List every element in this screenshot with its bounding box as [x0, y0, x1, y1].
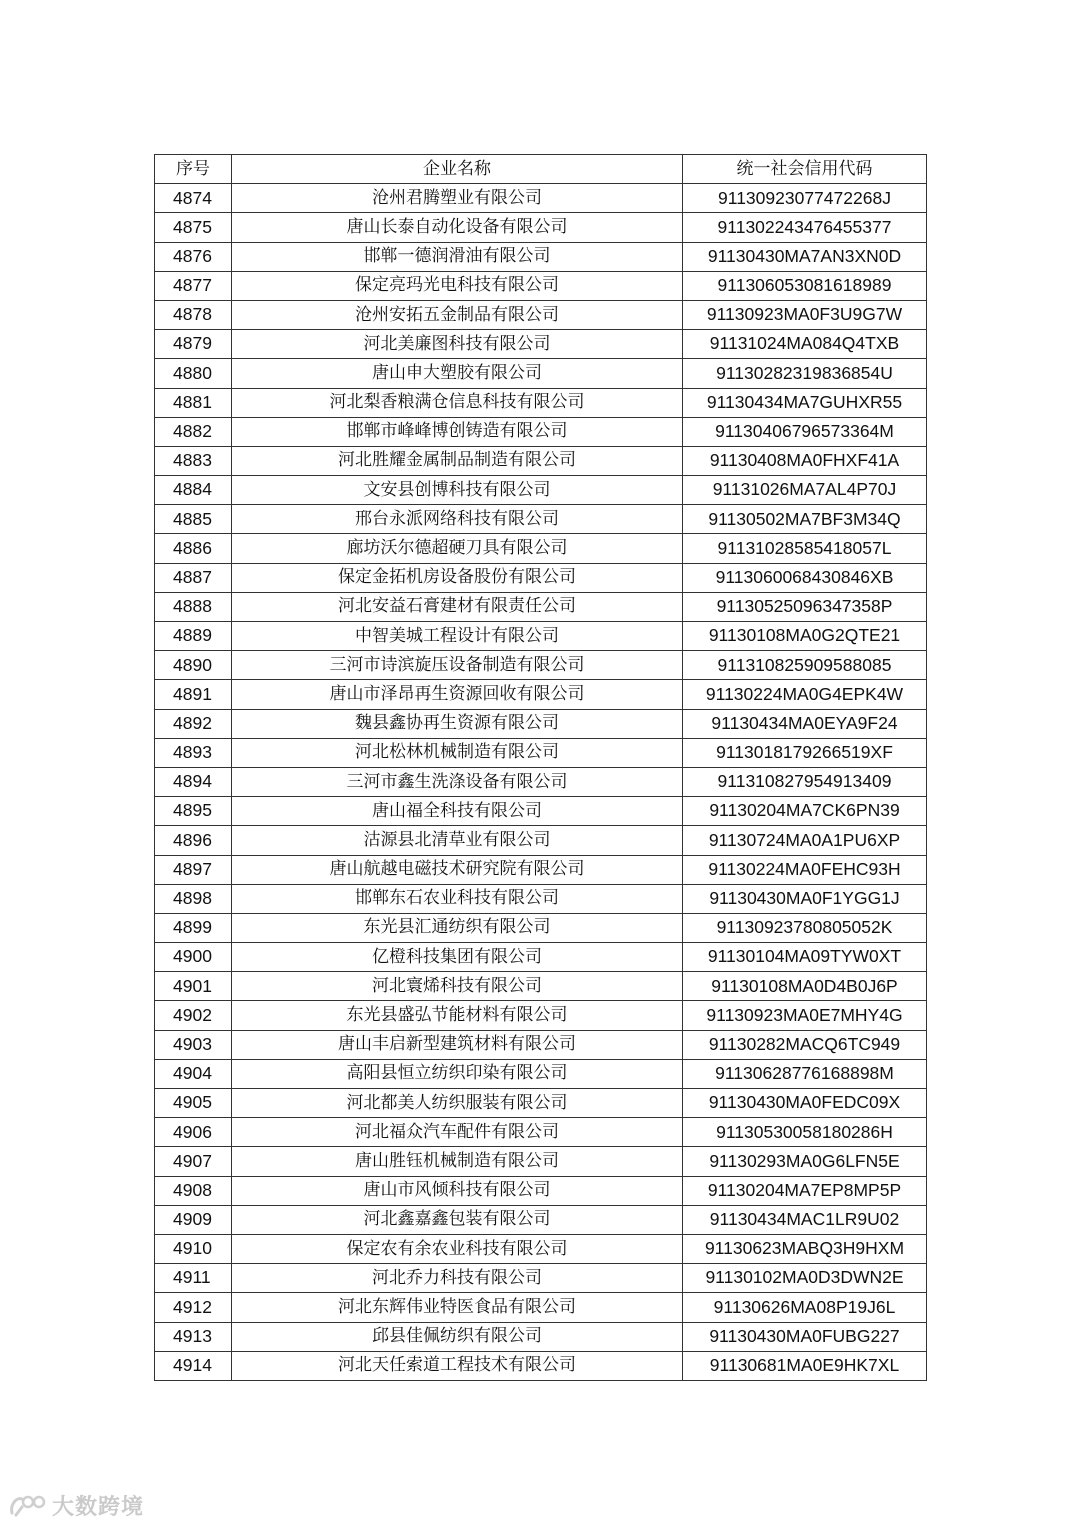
- row-company-name: 河北福众汽车配件有限公司: [232, 1118, 683, 1147]
- row-company-name: 河北乔力科技有限公司: [232, 1264, 683, 1293]
- brand-logo-icon: [8, 1491, 48, 1521]
- row-company-name: 唐山福全科技有限公司: [232, 797, 683, 826]
- table-row: [155, 1322, 927, 1351]
- row-seq: 4875: [155, 213, 232, 242]
- table-row: [155, 242, 927, 271]
- row-company-name: 唐山航越电磁技术研究院有限公司: [232, 855, 683, 884]
- row-credit-code: 91130628776168898M: [683, 1059, 927, 1088]
- watermark: [8, 1490, 144, 1521]
- row-credit-code: 91131026MA7AL4P70J: [683, 476, 927, 505]
- row-seq: 4905: [155, 1089, 232, 1118]
- row-seq: 4913: [155, 1322, 232, 1351]
- table-row: [155, 622, 927, 651]
- header-credit-code: 统一社会信用代码: [683, 155, 927, 184]
- row-company-name: 河北天任索道工程技术有限公司: [232, 1351, 683, 1380]
- row-seq: 4909: [155, 1205, 232, 1234]
- row-company-name: 邯郸市峰峰博创铸造有限公司: [232, 417, 683, 446]
- table-row: [155, 184, 927, 213]
- table-row: [155, 1205, 927, 1234]
- row-company-name: 东光县汇通纺织有限公司: [232, 913, 683, 942]
- row-company-name: 沧州安拓五金制品有限公司: [232, 300, 683, 329]
- table-row: [155, 300, 927, 329]
- row-company-name: 魏县鑫协再生资源有限公司: [232, 709, 683, 738]
- row-seq: 4899: [155, 913, 232, 942]
- row-credit-code: 91130923MA0F3U9G7W: [683, 300, 927, 329]
- row-credit-code: 91130434MA0EYA9F24: [683, 709, 927, 738]
- row-credit-code: 91130681MA0E9HK7XL: [683, 1351, 927, 1380]
- row-seq: 4893: [155, 738, 232, 767]
- row-seq: 4883: [155, 446, 232, 475]
- table-row: [155, 1118, 927, 1147]
- row-company-name: 唐山胜钰机械制造有限公司: [232, 1147, 683, 1176]
- row-seq: 4886: [155, 534, 232, 563]
- row-company-name: 河北美廉图科技有限公司: [232, 330, 683, 359]
- table-row: [155, 1089, 927, 1118]
- row-credit-code: 91130408MA0FHXF41A: [683, 446, 927, 475]
- row-seq: 4885: [155, 505, 232, 534]
- row-company-name: 河北梨香粮满仓信息科技有限公司: [232, 388, 683, 417]
- table-row: [155, 913, 927, 942]
- row-credit-code: 9113060068430846XB: [683, 563, 927, 592]
- row-seq: 4889: [155, 622, 232, 651]
- row-seq: 4900: [155, 943, 232, 972]
- row-seq: 4881: [155, 388, 232, 417]
- row-credit-code: 91130430MA0FEDC09X: [683, 1089, 927, 1118]
- row-seq: 4888: [155, 592, 232, 621]
- row-company-name: 唐山丰启新型建筑材料有限公司: [232, 1030, 683, 1059]
- table-row: [155, 563, 927, 592]
- row-company-name: 河北都美人纺织服装有限公司: [232, 1089, 683, 1118]
- row-credit-code: 91130626MA08P19J6L: [683, 1293, 927, 1322]
- row-credit-code: 911310827954913409: [683, 767, 927, 796]
- row-seq: 4876: [155, 242, 232, 271]
- table-row: [155, 1147, 927, 1176]
- row-credit-code: 91130623MABQ3H9HXM: [683, 1234, 927, 1263]
- row-seq: 4880: [155, 359, 232, 388]
- row-credit-code: 91130406796573364M: [683, 417, 927, 446]
- row-company-name: 廊坊沃尔德超硬刀具有限公司: [232, 534, 683, 563]
- row-company-name: 河北松林机械制造有限公司: [232, 738, 683, 767]
- table-row: [155, 534, 927, 563]
- row-company-name: 亿橙科技集团有限公司: [232, 943, 683, 972]
- table-body: [155, 184, 927, 1381]
- table-row: [155, 213, 927, 242]
- row-credit-code: 91130224MA0G4EPK4W: [683, 680, 927, 709]
- table-row: [155, 797, 927, 826]
- row-seq: 4908: [155, 1176, 232, 1205]
- table-row: [155, 505, 927, 534]
- row-company-name: 文安县创博科技有限公司: [232, 476, 683, 505]
- row-seq: 4898: [155, 884, 232, 913]
- table-row: [155, 1176, 927, 1205]
- row-credit-code: 9113018179266519XF: [683, 738, 927, 767]
- table-row: [155, 855, 927, 884]
- row-company-name: 邢台永派网络科技有限公司: [232, 505, 683, 534]
- row-credit-code: 91130224MA0FEHC93H: [683, 855, 927, 884]
- table-row: [155, 1234, 927, 1263]
- row-seq: 4897: [155, 855, 232, 884]
- row-company-name: 邯郸一德润滑油有限公司: [232, 242, 683, 271]
- row-seq: 4892: [155, 709, 232, 738]
- row-credit-code: 911310825909588085: [683, 651, 927, 680]
- row-seq: 4912: [155, 1293, 232, 1322]
- row-credit-code: 91130102MA0D3DWN2E: [683, 1264, 927, 1293]
- header-company-name: 企业名称: [232, 155, 683, 184]
- table-row: [155, 767, 927, 796]
- row-credit-code: 91130434MAC1LR9U02: [683, 1205, 927, 1234]
- table-header-row: [155, 155, 927, 184]
- row-credit-code: 91131028585418057L: [683, 534, 927, 563]
- row-seq: 4914: [155, 1351, 232, 1380]
- watermark-text: 大数跨境: [52, 1495, 145, 1520]
- row-seq: 4874: [155, 184, 232, 213]
- row-credit-code: 91130923MA0E7MHY4G: [683, 1001, 927, 1030]
- table-row: [155, 738, 927, 767]
- row-seq: 4894: [155, 767, 232, 796]
- table-row: [155, 709, 927, 738]
- row-company-name: 河北寰烯科技有限公司: [232, 972, 683, 1001]
- enterprise-table: [154, 154, 927, 1381]
- row-company-name: 沧州君腾塑业有限公司: [232, 184, 683, 213]
- row-company-name: 唐山市泽昂再生资源回收有限公司: [232, 680, 683, 709]
- row-credit-code: 91130104MA09TYW0XT: [683, 943, 927, 972]
- row-credit-code: 91130502MA7BF3M34Q: [683, 505, 927, 534]
- row-seq: 4887: [155, 563, 232, 592]
- row-credit-code: 91130724MA0A1PU6XP: [683, 826, 927, 855]
- table-row: [155, 388, 927, 417]
- table-row: [155, 1351, 927, 1380]
- table-row: [155, 592, 927, 621]
- row-seq: 4891: [155, 680, 232, 709]
- row-company-name: 唐山市风倾科技有限公司: [232, 1176, 683, 1205]
- header-seq: 序号: [155, 155, 232, 184]
- row-seq: 4902: [155, 1001, 232, 1030]
- row-company-name: 河北鑫嘉鑫包装有限公司: [232, 1205, 683, 1234]
- row-company-name: 保定农有余农业科技有限公司: [232, 1234, 683, 1263]
- row-credit-code: 91131024MA084Q4TXB: [683, 330, 927, 359]
- table-row: [155, 1001, 927, 1030]
- table-row: [155, 1030, 927, 1059]
- row-seq: 4890: [155, 651, 232, 680]
- row-company-name: 东光县盛弘节能材料有限公司: [232, 1001, 683, 1030]
- row-credit-code: 91130108MA0D4B0J6P: [683, 972, 927, 1001]
- table-row: [155, 826, 927, 855]
- row-credit-code: 91130204MA7EP8MP5P: [683, 1176, 927, 1205]
- table-row: [155, 446, 927, 475]
- row-company-name: 高阳县恒立纺织印染有限公司: [232, 1059, 683, 1088]
- row-seq: 4904: [155, 1059, 232, 1088]
- table-row: [155, 651, 927, 680]
- row-company-name: 河北胜耀金属制品制造有限公司: [232, 446, 683, 475]
- row-seq: 4911: [155, 1264, 232, 1293]
- row-company-name: 保定亮玛光电科技有限公司: [232, 271, 683, 300]
- row-company-name: 唐山申大塑胶有限公司: [232, 359, 683, 388]
- row-seq: 4878: [155, 300, 232, 329]
- table-row: [155, 1059, 927, 1088]
- row-credit-code: 91130108MA0G2QTE21: [683, 622, 927, 651]
- row-credit-code: 91130204MA7CK6PN39: [683, 797, 927, 826]
- row-credit-code: 91130434MA7GUHXR55: [683, 388, 927, 417]
- row-credit-code: 91130923077472268J: [683, 184, 927, 213]
- row-credit-code: 91130430MA0F1YGG1J: [683, 884, 927, 913]
- row-credit-code: 91130530058180286H: [683, 1118, 927, 1147]
- row-credit-code: 911306053081618989: [683, 271, 927, 300]
- row-seq: 4895: [155, 797, 232, 826]
- row-seq: 4882: [155, 417, 232, 446]
- row-company-name: 中智美城工程设计有限公司: [232, 622, 683, 651]
- row-seq: 4884: [155, 476, 232, 505]
- row-credit-code: 91130923780805052K: [683, 913, 927, 942]
- row-company-name: 沽源县北清草业有限公司: [232, 826, 683, 855]
- row-seq: 4879: [155, 330, 232, 359]
- row-credit-code: 91130282319836854U: [683, 359, 927, 388]
- row-company-name: 保定金拓机房设备股份有限公司: [232, 563, 683, 592]
- table-row: [155, 1264, 927, 1293]
- table-row: [155, 972, 927, 1001]
- row-seq: 4896: [155, 826, 232, 855]
- row-company-name: 三河市诗滨旋压设备制造有限公司: [232, 651, 683, 680]
- row-credit-code: 911302243476455377: [683, 213, 927, 242]
- row-company-name: 河北东辉伟业特医食品有限公司: [232, 1293, 683, 1322]
- row-credit-code: 91130430MA7AN3XN0D: [683, 242, 927, 271]
- row-seq: 4901: [155, 972, 232, 1001]
- table-row: [155, 884, 927, 913]
- table-row: [155, 417, 927, 446]
- row-company-name: 唐山长泰自动化设备有限公司: [232, 213, 683, 242]
- table-row: [155, 271, 927, 300]
- table-row: [155, 680, 927, 709]
- row-company-name: 邱县佳佩纺织有限公司: [232, 1322, 683, 1351]
- row-seq: 4877: [155, 271, 232, 300]
- row-seq: 4910: [155, 1234, 232, 1263]
- table-row: [155, 359, 927, 388]
- row-company-name: 邯郸东石农业科技有限公司: [232, 884, 683, 913]
- row-seq: 4906: [155, 1118, 232, 1147]
- table-row: [155, 943, 927, 972]
- table-row: [155, 476, 927, 505]
- row-credit-code: 91130430MA0FUBG227: [683, 1322, 927, 1351]
- row-seq: 4907: [155, 1147, 232, 1176]
- row-credit-code: 91130293MA0G6LFN5E: [683, 1147, 927, 1176]
- row-seq: 4903: [155, 1030, 232, 1059]
- row-company-name: 河北安益石膏建材有限责任公司: [232, 592, 683, 621]
- row-company-name: 三河市鑫生洗涤设备有限公司: [232, 767, 683, 796]
- row-credit-code: 91130282MACQ6TC949: [683, 1030, 927, 1059]
- table-row: [155, 330, 927, 359]
- table-row: [155, 1293, 927, 1322]
- row-credit-code: 91130525096347358P: [683, 592, 927, 621]
